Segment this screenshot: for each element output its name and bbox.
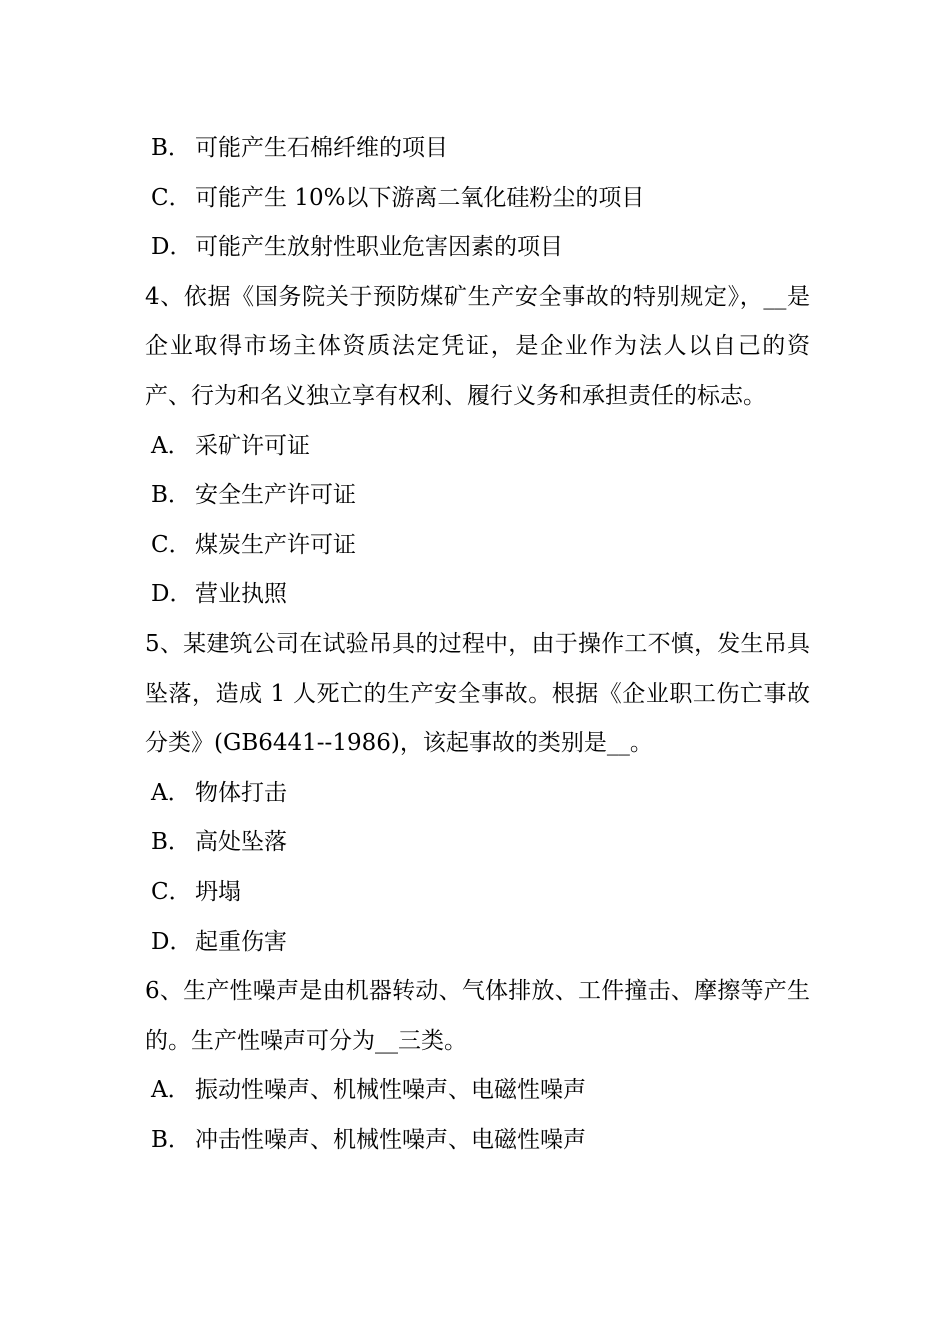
option-text: 煤炭生产许可证: [195, 531, 356, 558]
option-letter: D．: [151, 234, 193, 261]
q4-stem: 4、依据《国务院关于预防煤矿生产安全事故的特别规定》，__是企业取得市场主体资质法定凭证，是企业作为法人以自己的资产、行为和名义独立享有权利、履行义务和承担责任的标志。: [145, 283, 810, 409]
option-text: 采矿许可证: [195, 432, 310, 459]
q3-option-c: [145, 174, 810, 224]
q5-option-b: [145, 818, 810, 868]
q5-stem: 5、某建筑公司在试验吊具的过程中，由于操作工不慎，发生吊具坠落，造成 1 人死亡的生产安全事故。根据《企业职工伤亡事故分类》(GB6441--1986)，该起事故的类别是__。: [145, 630, 810, 757]
q3-option-b: [145, 124, 810, 174]
option-text: 振动性噪声、机械性噪声、电磁性噪声: [195, 1077, 586, 1104]
option-text: 可能产生 10%以下游离二氧化硅粉尘的项目: [195, 184, 645, 211]
q6-option-a: [145, 1066, 810, 1116]
option-letter: C．: [151, 878, 192, 905]
q6-stem: 6、生产性噪声是由机器转动、气体排放、工件撞击、摩擦等产生的。生产性噪声可分为__三类。: [145, 978, 810, 1054]
option-text: 坍塌: [195, 878, 241, 905]
q5-option-c: [145, 868, 810, 918]
option-text: 冲击性噪声、机械性噪声、电磁性噪声: [195, 1126, 586, 1153]
option-letter: A．: [151, 432, 191, 459]
option-letter: D．: [151, 581, 193, 608]
option-text: 安全生产许可证: [195, 482, 356, 509]
q5-option-d: [145, 918, 810, 968]
option-letter: B．: [151, 1126, 191, 1153]
option-text: 物体打击: [195, 779, 287, 806]
option-letter: B．: [151, 482, 191, 509]
option-letter: D．: [151, 928, 193, 955]
option-letter: A．: [151, 779, 191, 806]
option-text: 可能产生石棉纤维的项目: [195, 135, 448, 161]
option-letter: B．: [151, 829, 191, 856]
document-content: [145, 124, 810, 1165]
option-text: 可能产生放射性职业危害因素的项目: [195, 234, 563, 261]
option-letter: B．: [151, 135, 191, 161]
q4-option-d: [145, 570, 810, 620]
option-text: 营业执照: [195, 581, 287, 608]
q4-option-b: [145, 471, 810, 521]
q3-option-d: [145, 223, 810, 273]
option-text: 起重伤害: [195, 928, 287, 955]
option-letter: C．: [151, 531, 192, 558]
option-text: 高处坠落: [195, 829, 287, 856]
q5-option-a: [145, 769, 810, 819]
option-letter: C．: [151, 184, 192, 211]
q4-option-c: [145, 521, 810, 571]
option-letter: A．: [151, 1077, 191, 1104]
q4-option-a: [145, 422, 810, 472]
q6-option-b: [145, 1116, 810, 1166]
